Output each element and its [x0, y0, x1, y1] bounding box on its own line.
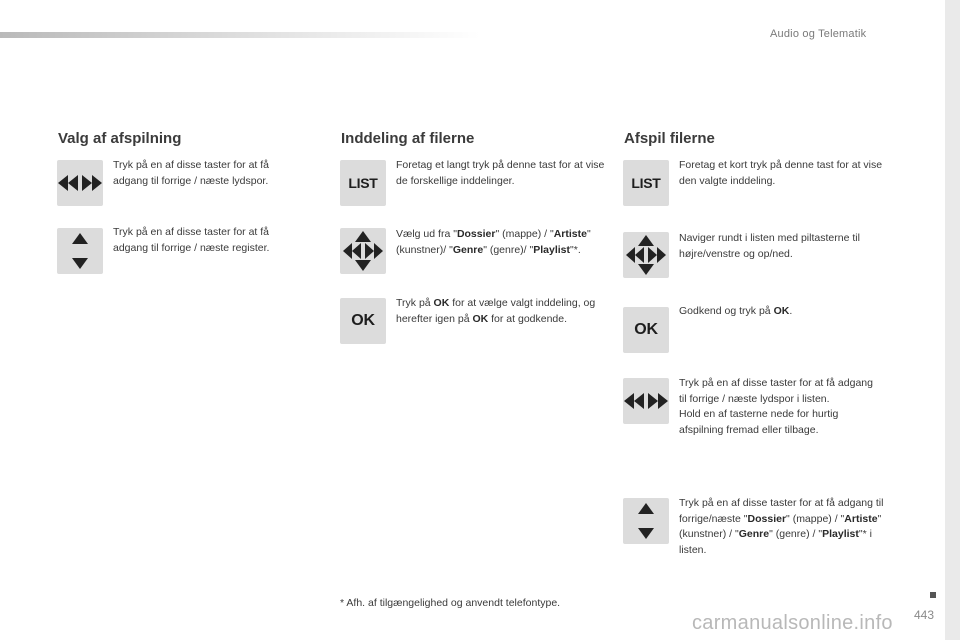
desc-prev-next-in-list: Tryk på en af disse taster for at få adgang til forrige / næste lydspor i listen. Hold en af tasterne nede for hurtig afspilning fremad eller tilbage.: [679, 377, 873, 436]
footnote: * Afh. af tilgængelighed og anvendt telefontype.: [340, 597, 561, 609]
desc-long-press-list: Foretag et langt tryk på denne tast for at vise de forskellige inddelinger.: [396, 159, 605, 187]
desc-confirm-press-ok: Godkend og tryk på OK.: [679, 305, 793, 317]
list-key-label: LIST: [631, 175, 661, 191]
list-key: [623, 160, 669, 206]
prev-next-icon: [57, 160, 103, 206]
top-decor-bar: [0, 32, 480, 38]
list-key-label: LIST: [348, 175, 378, 191]
header-title: Audio og Telematik: [770, 28, 867, 40]
four-arrows-icon: [623, 232, 669, 278]
prev-next-icon: [623, 378, 669, 424]
section-title-valg: Valg af afspilning: [58, 130, 182, 147]
watermark: carmanualsonline.info: [692, 612, 893, 634]
ok-key: [340, 298, 386, 344]
page-edge-strip: [945, 0, 960, 640]
section-title-inddeling: Inddeling af filerne: [341, 130, 475, 147]
page-marker: [930, 592, 936, 598]
ok-key-label: OK: [634, 321, 658, 338]
ok-key-label: OK: [351, 312, 375, 329]
desc-confirm-ok: Tryk på OK for at vælge valgt inddeling, og herefter igen på OK for at godkende.: [396, 297, 596, 325]
desc-prev-next-category: Tryk på en af disse taster for at få adgang til forrige/næste "Dossier" (mappe) / "Artiste" (kunstner) / "Genre" (genre) / "Playlist"* i listen.: [679, 497, 884, 556]
four-arrows-icon: [340, 228, 386, 274]
desc-prev-next-register: Tryk på en af disse taster for at få adgang til forrige / næste register.: [113, 226, 270, 254]
desc-prev-next-track: Tryk på en af disse taster for at få adgang til forrige / næste lydspor.: [113, 159, 270, 187]
desc-short-press-list: Foretag et kort tryk på denne tast for at vise den valgte inddeling.: [679, 159, 883, 187]
list-key: [340, 160, 386, 206]
desc-navigate-list: Naviger rundt i listen med piltasterne til højre/venstre og op/ned.: [679, 232, 860, 260]
desc-select-category: Vælg ud fra "Dossier" (mappe) / "Artiste" (kunstner)/ "Genre" (genre)/ "Playlist"*.: [396, 228, 591, 256]
ok-key: [623, 307, 669, 353]
section-title-afspil: Afspil filerne: [624, 130, 715, 147]
page-number: 443: [914, 608, 935, 622]
up-down-icon: [57, 228, 103, 274]
up-down-icon: [623, 498, 669, 544]
